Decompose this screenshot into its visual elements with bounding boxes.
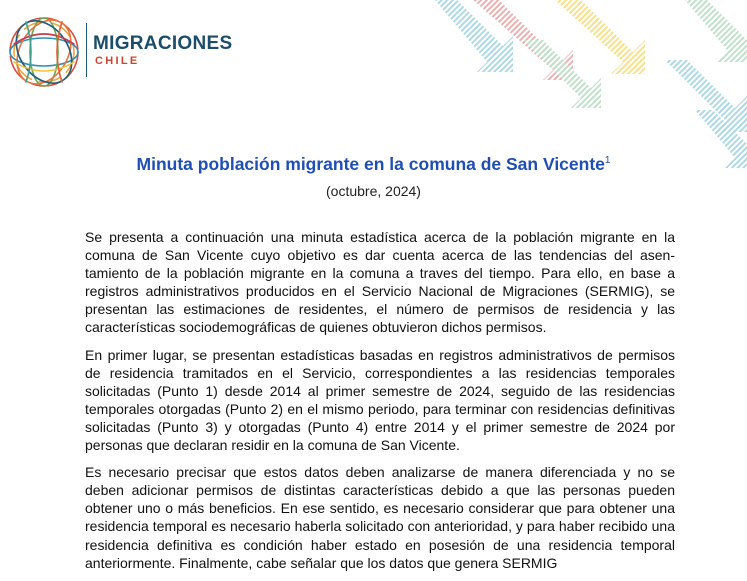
paragraph: Se presenta a continuación una minuta estadística acerca de la población migrante en la comuna de San Vicente cuyo objetivo es dar cuenta acerca de las tendencias del asentamiento de la población migrante en la comuna a traves del tiempo. Para ello, en base a registros administrativos producidos en el Servicio Nacional de Migraciones (SERMIG), se presentan las estimaciones de residentes, el número de permisos de residencia y las características sociodemográficas de quienes obtuvieron dichos permisos. xyxy=(85,229,675,336)
logo-divider xyxy=(86,23,87,77)
document-title-text: Minuta población migrante en la comuna de San Vicente xyxy=(136,154,605,174)
document-subtitle: (octubre, 2024) xyxy=(326,183,421,199)
paragraph: Es necesario precisar que estos datos deben analizarse de manera diferenciada y no se deben adicionar permisos de distintas características debido a que las personas pueden obtener uno o más beneficios. En ese sentido, es necesario considerar que para obtener una residencia temporal es necesario haberla solicitado con anterioridad, y para haber recibido una residencia definitiva es condición haber estado en posesión de una residencia temporal anteriormente. Finalmente, cabe señalar que los datos que genera SERMIG xyxy=(85,464,675,571)
document-body xyxy=(85,228,675,581)
arrow-decoration-green xyxy=(523,40,601,108)
paragraph: En primer lugar, se presentan estadísticas basadas en registros administrativos de permisos de residencia tramitados en el Servicio, correspondientes a las residencias temporales solicitadas (Punto 1) desde 2014 al primer semestre de 2024, seguido de las residencias temporales otorgadas (Punto 2) en el mismo periodo, para terminar con residencias definitivas solicitadas (Punto 3) y otorgadas (Punto 4) entre 2014 y el primer semestre de 2024 por personas que declaran residir en la comuna de San Vicente. xyxy=(85,346,675,454)
arrow-decoration-green-2 xyxy=(685,0,747,62)
brand-subtitle: CHILE xyxy=(95,55,140,67)
brand-name: MIGRACIONES xyxy=(93,33,233,54)
footnote-ref[interactable]: 1 xyxy=(604,155,611,167)
document-title xyxy=(0,154,747,175)
migraciones-chile-logo xyxy=(6,14,82,90)
